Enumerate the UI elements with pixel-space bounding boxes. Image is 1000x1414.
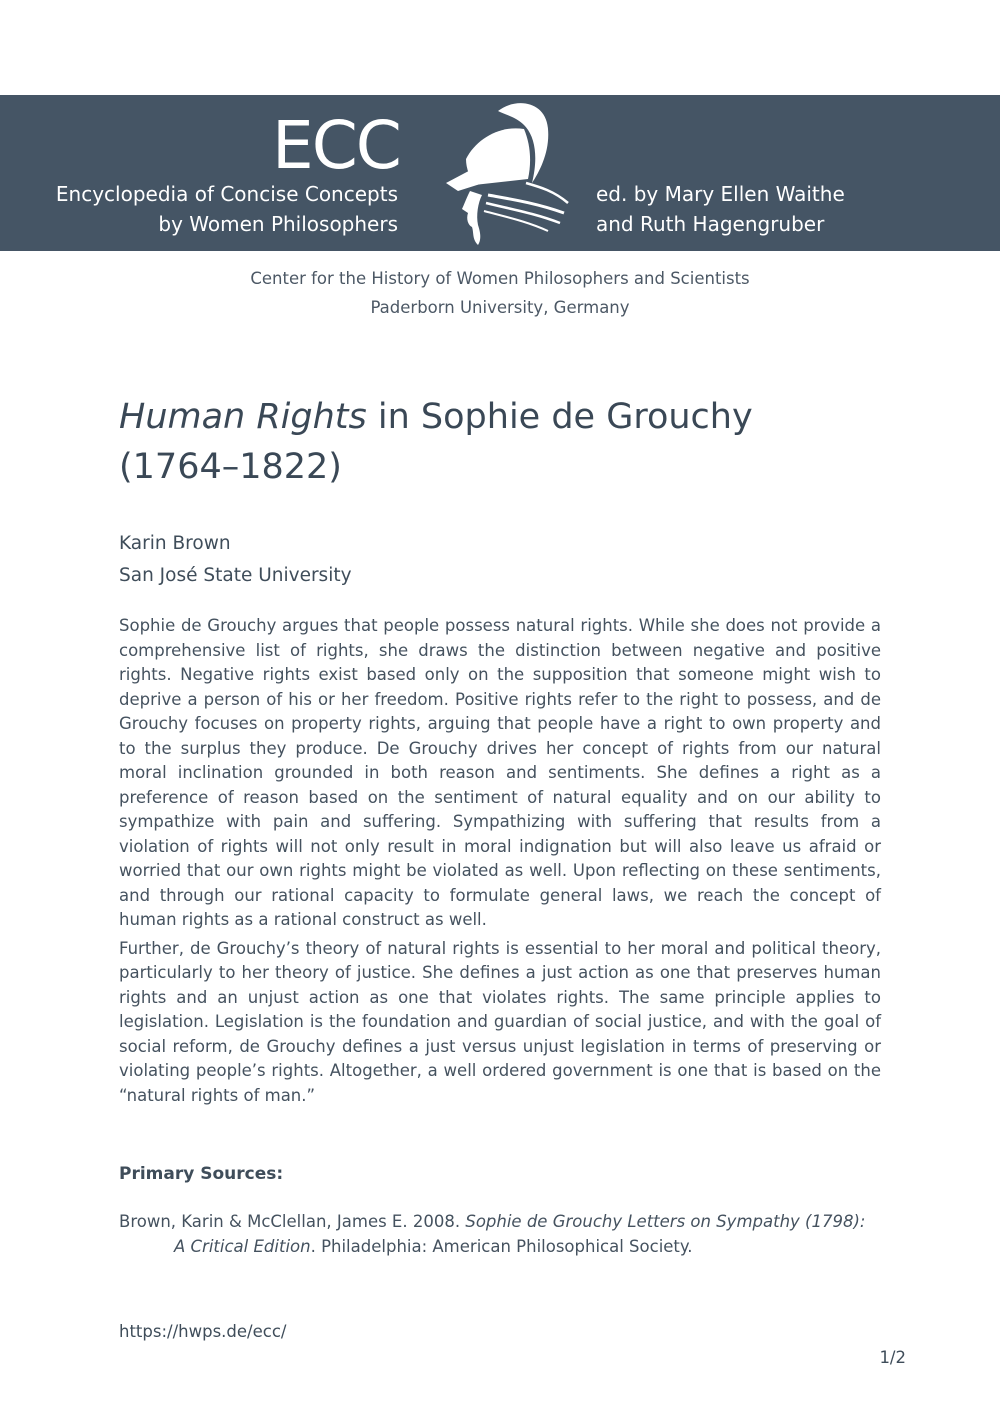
page-number: 1/2 <box>879 1348 906 1367</box>
institution-line2: Paderborn University, Germany <box>370 298 630 317</box>
institution-line1: Center for the History of Women Philosophers and Scientists <box>250 269 750 288</box>
editors <box>596 179 845 239</box>
header-banner <box>0 95 1000 251</box>
reference-title: Sophie de Grouchy Letters on Sympathy (1798): A Critical Edition <box>174 1212 866 1256</box>
paragraph: Sophie de Grouchy argues that people possess natural rights. While she does not provide a comprehensive list of rights, she draws the distinction between negative and positive rights. Negative rights exist based only on the supposition that someone might wish to deprive a person of his or her freedom. Positive rights refer to the right to possess, and de Grouchy focuses on property rights, arguing that people have a right to own property and to the surplus they produce. De Grouchy drives her concept of rights from our natural moral inclination grounded in both reason and sentiments. She defines a right as a preference of reason based on the sentiment of natural equality and on our ability to sympathize with pain and suffering. Sympathizing with suffering that results from a violation of rights will not only result in moral indignation but will also leave us afraid or worried that our own rights might be violated as well. Upon reflecting on these sentiments, and through our rational capacity to formulate general laws, we reach the concept of human rights as a rational construct as well. <box>119 616 881 929</box>
reference-prefix: Brown, Karin & McClellan, James E. 2008. <box>119 1212 466 1231</box>
article-title-italic: Human Rights <box>119 397 367 437</box>
author-block <box>119 528 352 592</box>
editors-line1: ed. by Mary Ellen Waithe <box>596 182 845 206</box>
ecc-logo: ECC <box>272 107 400 184</box>
article-title-rest: in Sophie de Grouchy (1764–1822) <box>119 397 753 487</box>
primary-sources-heading: Primary Sources: <box>119 1164 284 1184</box>
author-affiliation: San José State University <box>119 565 352 586</box>
encyclopedia-title-line1: Encyclopedia of Concise Concepts <box>55 182 398 206</box>
editors-line2: and Ruth Hagengruber <box>596 212 825 236</box>
paragraph: Further, de Grouchy’s theory of natural rights is essential to her moral and political theory, particularly to her theory of justice. She defines a just action as one that preserves human rights and an unjust action as one that violates rights. The same principle applies to legislation. Legislation is the foundation and guardian of social justice, and with the goal of social reform, de Grouchy defines a just versus unjust legislation in terms of preserving or violating people’s rights. Altogether, a well ordered government is one that is based on the “natural rights of man.” <box>119 938 881 1105</box>
reference-entry <box>119 1209 881 1259</box>
institution <box>0 264 1000 322</box>
footer-url-link[interactable]: https://hwps.de/ecc/ <box>119 1322 287 1341</box>
encyclopedia-title-line2: by Women Philosophers <box>158 212 398 236</box>
athena-helmet-icon <box>436 99 572 249</box>
reference-suffix: . Philadelphia: American Philosophical Society. <box>310 1237 693 1256</box>
encyclopedia-title <box>56 179 398 239</box>
author-name: Karin Brown <box>119 533 231 554</box>
article-body <box>119 614 881 1112</box>
article-title <box>119 392 839 492</box>
